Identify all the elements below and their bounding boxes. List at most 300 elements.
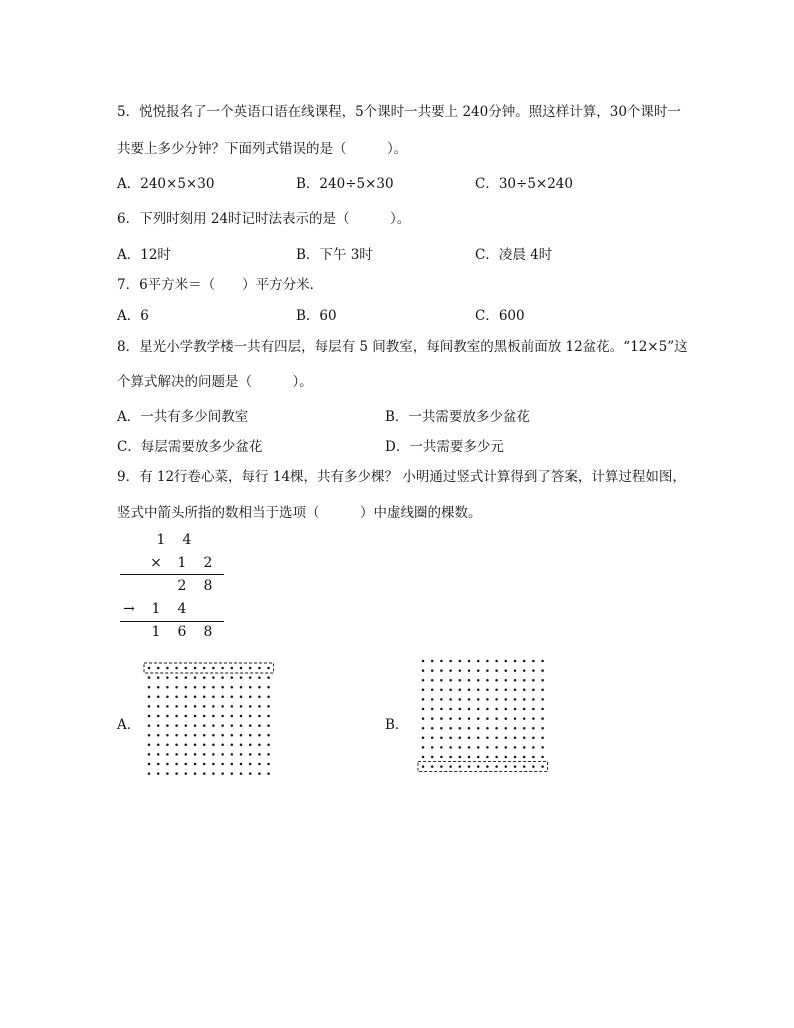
dot	[240, 744, 243, 747]
dot	[422, 708, 425, 711]
q5-option-b[interactable]: B．240÷5×30	[296, 176, 394, 192]
q7-option-b[interactable]: B．60	[296, 308, 337, 324]
dot	[477, 708, 480, 711]
dot	[258, 724, 261, 727]
dot	[477, 746, 480, 749]
q9-line2: 竖式中箭头所指的数相当于选项（ ）中虚线圈的棵数。	[117, 505, 482, 521]
dot	[203, 667, 206, 670]
dot	[431, 727, 434, 730]
dot	[203, 763, 206, 766]
dot	[459, 765, 462, 768]
dot	[440, 708, 443, 711]
dot	[166, 753, 169, 756]
dot	[267, 686, 270, 689]
dot	[523, 746, 526, 749]
dot	[541, 717, 544, 720]
dot	[505, 698, 508, 701]
dot	[477, 727, 480, 730]
dot	[175, 667, 178, 670]
dot	[240, 696, 243, 699]
dot	[267, 667, 270, 670]
dot	[477, 756, 480, 759]
dot	[468, 660, 471, 663]
dot	[440, 679, 443, 682]
dot	[468, 689, 471, 692]
dot	[185, 676, 188, 679]
dot	[212, 734, 215, 737]
dot	[431, 756, 434, 759]
dot	[514, 717, 517, 720]
dot	[267, 734, 270, 737]
dot	[431, 746, 434, 749]
dot	[486, 765, 489, 768]
dot	[468, 669, 471, 672]
dot	[422, 727, 425, 730]
calc-r2-d1: 1	[177, 555, 187, 571]
calc-r5-d1: 1	[151, 624, 161, 640]
dot	[221, 715, 224, 718]
dot	[240, 705, 243, 708]
calc-r5-d2: 6	[177, 624, 187, 640]
dot	[240, 667, 243, 670]
dot	[495, 727, 498, 730]
dot	[203, 705, 206, 708]
dot	[514, 669, 517, 672]
dot	[431, 669, 434, 672]
dot	[449, 689, 452, 692]
dot	[541, 679, 544, 682]
calc-r3-d2: 8	[203, 578, 213, 594]
dot	[221, 676, 224, 679]
dot	[477, 689, 480, 692]
dot	[203, 696, 206, 699]
dot	[422, 717, 425, 720]
dot	[267, 763, 270, 766]
dot	[221, 667, 224, 670]
dot	[212, 676, 215, 679]
dot	[249, 772, 252, 775]
dot	[203, 724, 206, 727]
dot	[541, 669, 544, 672]
dot	[267, 715, 270, 718]
dot	[166, 667, 169, 670]
dot	[258, 667, 261, 670]
dot	[249, 696, 252, 699]
dot	[523, 727, 526, 730]
dot	[157, 696, 160, 699]
dot	[468, 756, 471, 759]
q9-option-a-label[interactable]: A．	[117, 717, 141, 733]
dot	[532, 765, 535, 768]
dashed-circle-top-row	[144, 663, 274, 673]
dot	[194, 715, 197, 718]
dot	[249, 734, 252, 737]
dot	[166, 734, 169, 737]
dot	[175, 772, 178, 775]
dot	[486, 717, 489, 720]
dot	[175, 724, 178, 727]
dot	[157, 676, 160, 679]
dot	[175, 763, 178, 766]
q6-option-a[interactable]: A．12时	[117, 247, 171, 263]
dot	[505, 737, 508, 740]
dot	[514, 660, 517, 663]
q7-line1: 7．6平方米＝（ ）平方分米．	[117, 277, 324, 293]
dot	[468, 737, 471, 740]
dot	[212, 772, 215, 775]
dot	[532, 698, 535, 701]
dot	[505, 727, 508, 730]
dot	[486, 689, 489, 692]
dot	[532, 717, 535, 720]
dot	[541, 765, 544, 768]
dot	[486, 679, 489, 682]
dot	[505, 717, 508, 720]
dot	[523, 669, 526, 672]
dot	[240, 763, 243, 766]
calc-r4-d1: 1	[151, 601, 161, 617]
dot	[194, 667, 197, 670]
dot	[148, 676, 151, 679]
dot	[212, 705, 215, 708]
dot	[440, 689, 443, 692]
dot	[440, 746, 443, 749]
dot	[249, 753, 252, 756]
dot	[258, 763, 261, 766]
dot	[523, 698, 526, 701]
dot	[431, 679, 434, 682]
dot	[495, 689, 498, 692]
dot	[212, 744, 215, 747]
q8-line2: 个算式解决的问题是（ ）。	[117, 374, 313, 390]
dot	[422, 689, 425, 692]
dot	[541, 698, 544, 701]
dot	[541, 660, 544, 663]
dot	[267, 753, 270, 756]
dot	[449, 669, 452, 672]
dot	[185, 696, 188, 699]
dot	[532, 669, 535, 672]
dot	[495, 737, 498, 740]
dot	[231, 724, 234, 727]
dot	[431, 689, 434, 692]
dot	[231, 667, 234, 670]
calc-line-1	[120, 574, 224, 575]
dot	[505, 660, 508, 663]
dot	[157, 705, 160, 708]
dot	[431, 737, 434, 740]
dot	[267, 724, 270, 727]
q7-option-c[interactable]: C．600	[475, 308, 525, 324]
dot	[523, 679, 526, 682]
dot	[477, 698, 480, 701]
dot	[459, 756, 462, 759]
q6-option-c[interactable]: C．凌晨 4时	[475, 247, 553, 263]
dot	[514, 756, 517, 759]
dot	[523, 717, 526, 720]
dot	[166, 676, 169, 679]
dot	[249, 667, 252, 670]
q5-option-a[interactable]: A．240×5×30	[117, 176, 215, 192]
dot	[148, 686, 151, 689]
dot	[203, 715, 206, 718]
q9-line1: 9．有 12行卷心菜，每行 14棵，共有多少棵？ 小明通过竖式计算得到了答案，计算过程如图，	[117, 469, 686, 485]
dot	[440, 717, 443, 720]
dot	[221, 734, 224, 737]
dot	[468, 679, 471, 682]
dot	[495, 708, 498, 711]
dot	[486, 660, 489, 663]
dot	[495, 669, 498, 672]
dot	[148, 724, 151, 727]
dot	[231, 753, 234, 756]
dot	[459, 727, 462, 730]
dot	[505, 689, 508, 692]
dot	[477, 737, 480, 740]
dot	[541, 708, 544, 711]
dot	[523, 660, 526, 663]
dot	[449, 679, 452, 682]
dot	[148, 705, 151, 708]
q8-line1: 8．星光小学教学楼一共有四层，每层有 5 间教室，每间教室的黑板前面放 12盆花。“12×5”这	[117, 339, 688, 355]
dot	[477, 660, 480, 663]
dot	[422, 679, 425, 682]
dot	[157, 763, 160, 766]
dot	[194, 724, 197, 727]
dot	[422, 660, 425, 663]
dot	[148, 696, 151, 699]
dot	[185, 724, 188, 727]
dot	[166, 696, 169, 699]
q8-option-d[interactable]: D．一共需要多少元	[385, 439, 504, 455]
dashed-circle-bottom-row	[418, 762, 548, 772]
q9-option-a-dot-grid[interactable]	[142, 661, 286, 785]
dot	[495, 765, 498, 768]
dot	[203, 753, 206, 756]
dot	[459, 708, 462, 711]
q8-option-b[interactable]: B．一共需要放多少盆花	[385, 409, 530, 425]
dot	[194, 763, 197, 766]
dot	[523, 689, 526, 692]
dot	[231, 772, 234, 775]
dot	[523, 765, 526, 768]
dot	[249, 715, 252, 718]
dot	[212, 667, 215, 670]
dot	[514, 765, 517, 768]
dot	[449, 737, 452, 740]
dot	[514, 737, 517, 740]
dot	[523, 756, 526, 759]
q5-option-c[interactable]: C．30÷5×240	[475, 176, 573, 192]
dot	[148, 715, 151, 718]
dot	[249, 676, 252, 679]
dot	[541, 689, 544, 692]
dot	[166, 705, 169, 708]
dot	[505, 746, 508, 749]
dot	[468, 727, 471, 730]
dot	[148, 763, 151, 766]
dot	[175, 715, 178, 718]
dot	[514, 689, 517, 692]
dot	[212, 724, 215, 727]
dot	[431, 708, 434, 711]
dot	[166, 763, 169, 766]
dot	[486, 708, 489, 711]
dot	[477, 669, 480, 672]
dot	[240, 686, 243, 689]
dot	[468, 746, 471, 749]
dot	[486, 698, 489, 701]
q7-option-a[interactable]: A．6	[117, 308, 149, 324]
dot	[267, 705, 270, 708]
q8-option-a[interactable]: A．一共有多少间教室	[117, 409, 249, 425]
calc-r3-d1: 2	[177, 578, 187, 594]
dot	[258, 696, 261, 699]
dot	[148, 734, 151, 737]
dot	[148, 753, 151, 756]
dot	[267, 772, 270, 775]
dot	[449, 708, 452, 711]
dot	[221, 696, 224, 699]
dot	[249, 686, 252, 689]
dot	[532, 708, 535, 711]
dot	[194, 686, 197, 689]
dot	[185, 763, 188, 766]
dot	[194, 676, 197, 679]
q9-option-b-dot-grid[interactable]	[414, 655, 558, 787]
dot	[231, 705, 234, 708]
dot	[258, 753, 261, 756]
dot	[468, 708, 471, 711]
dot	[221, 753, 224, 756]
dot	[459, 717, 462, 720]
dot	[157, 715, 160, 718]
dot	[477, 765, 480, 768]
dot	[249, 744, 252, 747]
q9-option-b-label[interactable]: B．	[385, 717, 409, 733]
dot	[532, 756, 535, 759]
dot	[477, 717, 480, 720]
dot	[267, 676, 270, 679]
calc-r1-d1: 1	[156, 532, 166, 548]
dot	[459, 689, 462, 692]
dot	[459, 679, 462, 682]
calc-arrow-icon: →	[123, 601, 135, 617]
dot	[258, 744, 261, 747]
dot	[523, 737, 526, 740]
dot	[194, 696, 197, 699]
dot	[468, 765, 471, 768]
q8-option-c[interactable]: C．每层需要放多少盆花	[117, 439, 263, 455]
dot	[185, 705, 188, 708]
dot	[175, 676, 178, 679]
dot	[440, 660, 443, 663]
dot	[148, 667, 151, 670]
dot	[486, 746, 489, 749]
dot	[221, 763, 224, 766]
dot	[203, 734, 206, 737]
dot	[541, 756, 544, 759]
dot	[449, 746, 452, 749]
dot	[505, 765, 508, 768]
dot	[175, 696, 178, 699]
dot	[449, 765, 452, 768]
dot	[431, 717, 434, 720]
dot	[249, 705, 252, 708]
dot	[422, 746, 425, 749]
dot	[440, 727, 443, 730]
dot	[532, 679, 535, 682]
dot	[459, 698, 462, 701]
dot	[212, 686, 215, 689]
dot	[175, 734, 178, 737]
dot	[212, 696, 215, 699]
calc-r5-d3: 8	[203, 624, 213, 640]
dot	[505, 708, 508, 711]
calc-r2-d2: 2	[203, 555, 213, 571]
dot	[175, 686, 178, 689]
dot	[459, 669, 462, 672]
dot	[194, 734, 197, 737]
dot	[505, 756, 508, 759]
dot	[231, 696, 234, 699]
dot	[175, 705, 178, 708]
dot	[258, 705, 261, 708]
dot	[231, 676, 234, 679]
dot	[258, 715, 261, 718]
dot	[495, 756, 498, 759]
dot	[249, 763, 252, 766]
dot	[157, 753, 160, 756]
dot	[514, 708, 517, 711]
dot	[175, 753, 178, 756]
q6-option-b[interactable]: B．下午 3时	[296, 247, 373, 263]
dot	[194, 772, 197, 775]
q5-line2: 共要上多少分钟？下面列式错误的是（ ）。	[117, 141, 408, 157]
calc-line-2	[120, 621, 224, 622]
dot	[449, 660, 452, 663]
dot	[231, 734, 234, 737]
dot	[203, 686, 206, 689]
dot	[157, 772, 160, 775]
dot	[166, 715, 169, 718]
dot	[185, 667, 188, 670]
dot	[240, 676, 243, 679]
dot	[541, 737, 544, 740]
dot	[185, 734, 188, 737]
dot	[449, 756, 452, 759]
dot	[185, 772, 188, 775]
dot	[440, 756, 443, 759]
dot	[514, 679, 517, 682]
dot	[486, 727, 489, 730]
dot	[157, 744, 160, 747]
dot	[449, 698, 452, 701]
dot	[514, 727, 517, 730]
dot	[166, 724, 169, 727]
dot	[231, 686, 234, 689]
dot	[175, 744, 178, 747]
dot	[532, 689, 535, 692]
dot	[240, 734, 243, 737]
dot	[221, 705, 224, 708]
dot	[505, 669, 508, 672]
dot	[203, 676, 206, 679]
dot	[157, 667, 160, 670]
dot	[166, 772, 169, 775]
dot	[249, 724, 252, 727]
dot	[157, 734, 160, 737]
